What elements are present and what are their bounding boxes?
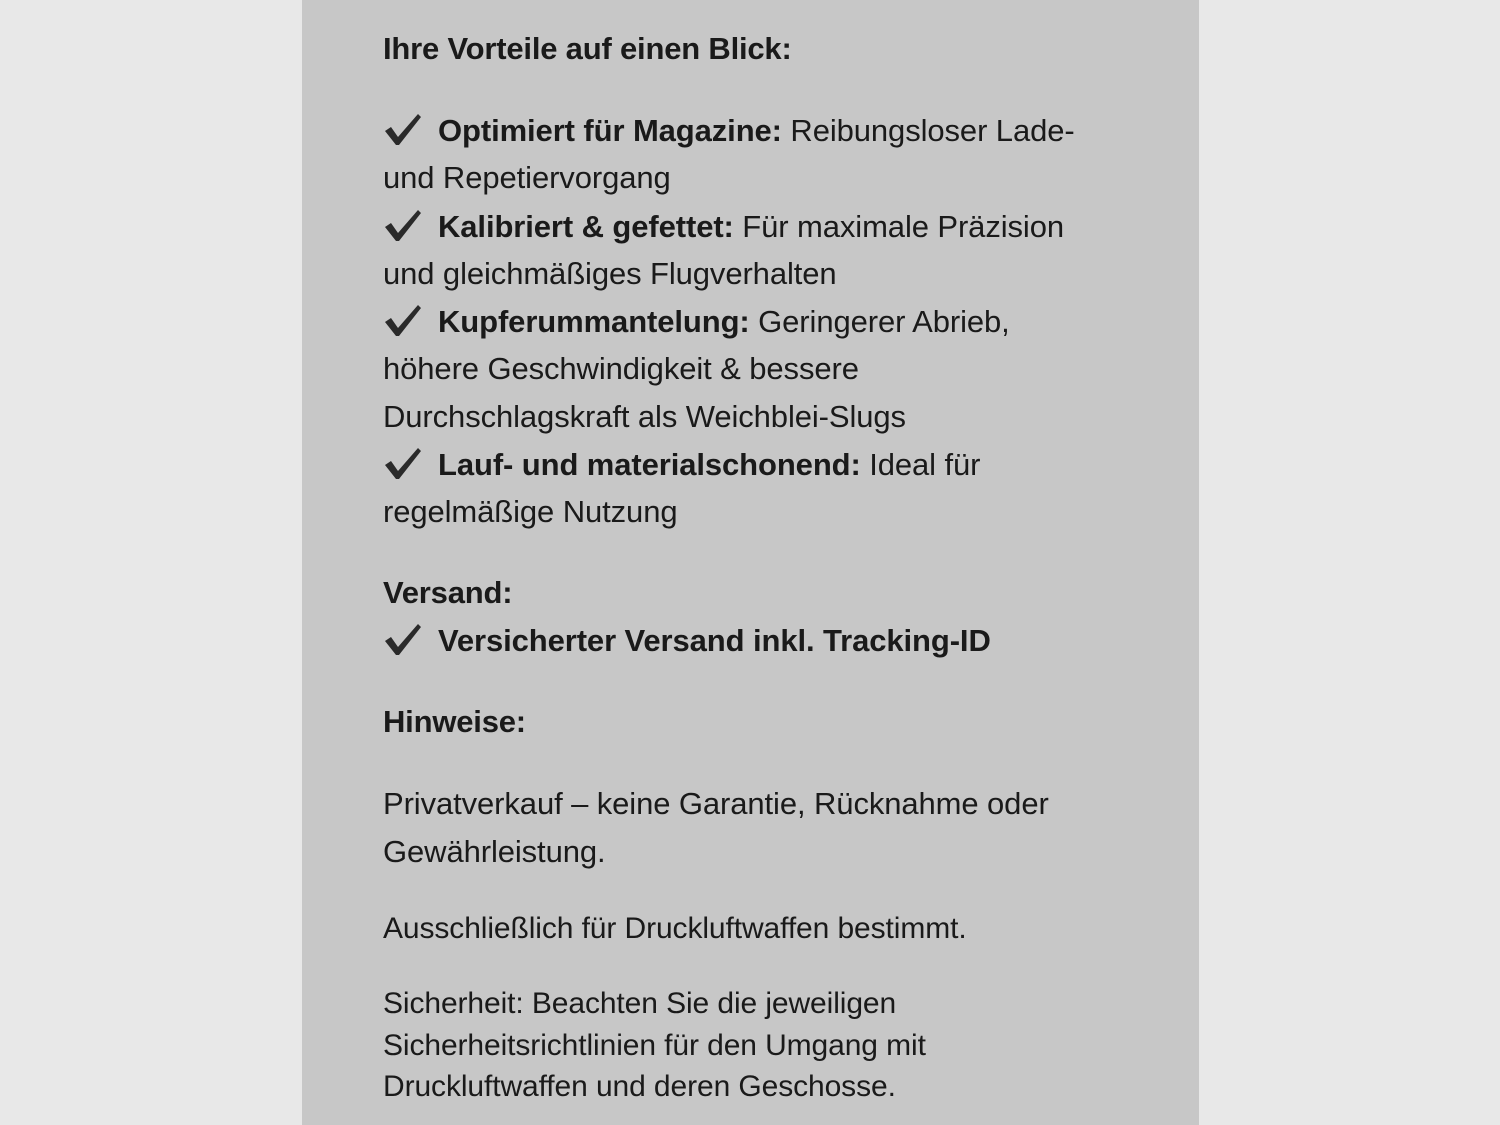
- vorteil-item-4-title: Lauf- und materialschonend:: [438, 447, 861, 482]
- versand-item: [383, 622, 991, 659]
- vorteil-item-3-line2: höhere Geschwindigkeit & bessere: [383, 351, 859, 386]
- vorteil-item-1: [383, 112, 1075, 149]
- vorteil-item-2-text: Für maximale Präzision: [733, 209, 1064, 244]
- check-icon: [383, 303, 423, 337]
- hinweis-privatverkauf-line2: Gewährleistung.: [383, 834, 606, 869]
- vorteil-item-3-title: Kupferummantelung:: [438, 304, 750, 339]
- vorteil-item-3-line3: Durchschlagskraft als Weichblei-Slugs: [383, 399, 906, 434]
- vorteil-item-4-line2: regelmäßige Nutzung: [383, 494, 678, 529]
- vorteil-item-3: [383, 303, 1010, 340]
- versand-heading: Versand:: [383, 575, 513, 610]
- vorteil-item-2-line2: und gleichmäßiges Flugverhalten: [383, 256, 837, 291]
- check-icon: [383, 112, 423, 146]
- hinweis-druckluftwaffen: Ausschließlich für Druckluftwaffen bestimmt.: [383, 912, 967, 945]
- check-icon: [383, 622, 423, 656]
- vorteil-item-3-text: Geringerer Abrieb,: [749, 304, 1010, 339]
- vorteil-item-4: [383, 446, 980, 483]
- vorteil-item-1-line2: und Repetiervorgang: [383, 160, 671, 195]
- hinweis-sicherheit-line2: Sicherheitsrichtlinien für den Umgang mit: [383, 1029, 926, 1062]
- vorteil-item-1-text: Reibungsloser Lade-: [781, 113, 1075, 148]
- versand-item-text: Versicherter Versand inkl. Tracking-ID: [438, 623, 991, 658]
- hinweis-sicherheit-line1: Sicherheit: Beachten Sie die jeweiligen: [383, 987, 897, 1020]
- vorteil-item-2-title: Kalibriert & gefettet:: [438, 209, 734, 244]
- vorteil-item-2: [383, 208, 1064, 245]
- hinweise-heading: Hinweise:: [383, 704, 526, 739]
- check-icon: [383, 208, 423, 242]
- vorteil-item-1-title: Optimiert für Magazine:: [438, 113, 782, 148]
- vorteile-heading: Ihre Vorteile auf einen Blick:: [383, 31, 792, 66]
- hinweis-privatverkauf-line1: Privatverkauf – keine Garantie, Rücknahme oder: [383, 786, 1049, 821]
- vorteil-item-4-text: Ideal für: [860, 447, 981, 482]
- hinweis-sicherheit-line3: Druckluftwaffen und deren Geschosse.: [383, 1070, 896, 1103]
- check-icon: [383, 446, 423, 480]
